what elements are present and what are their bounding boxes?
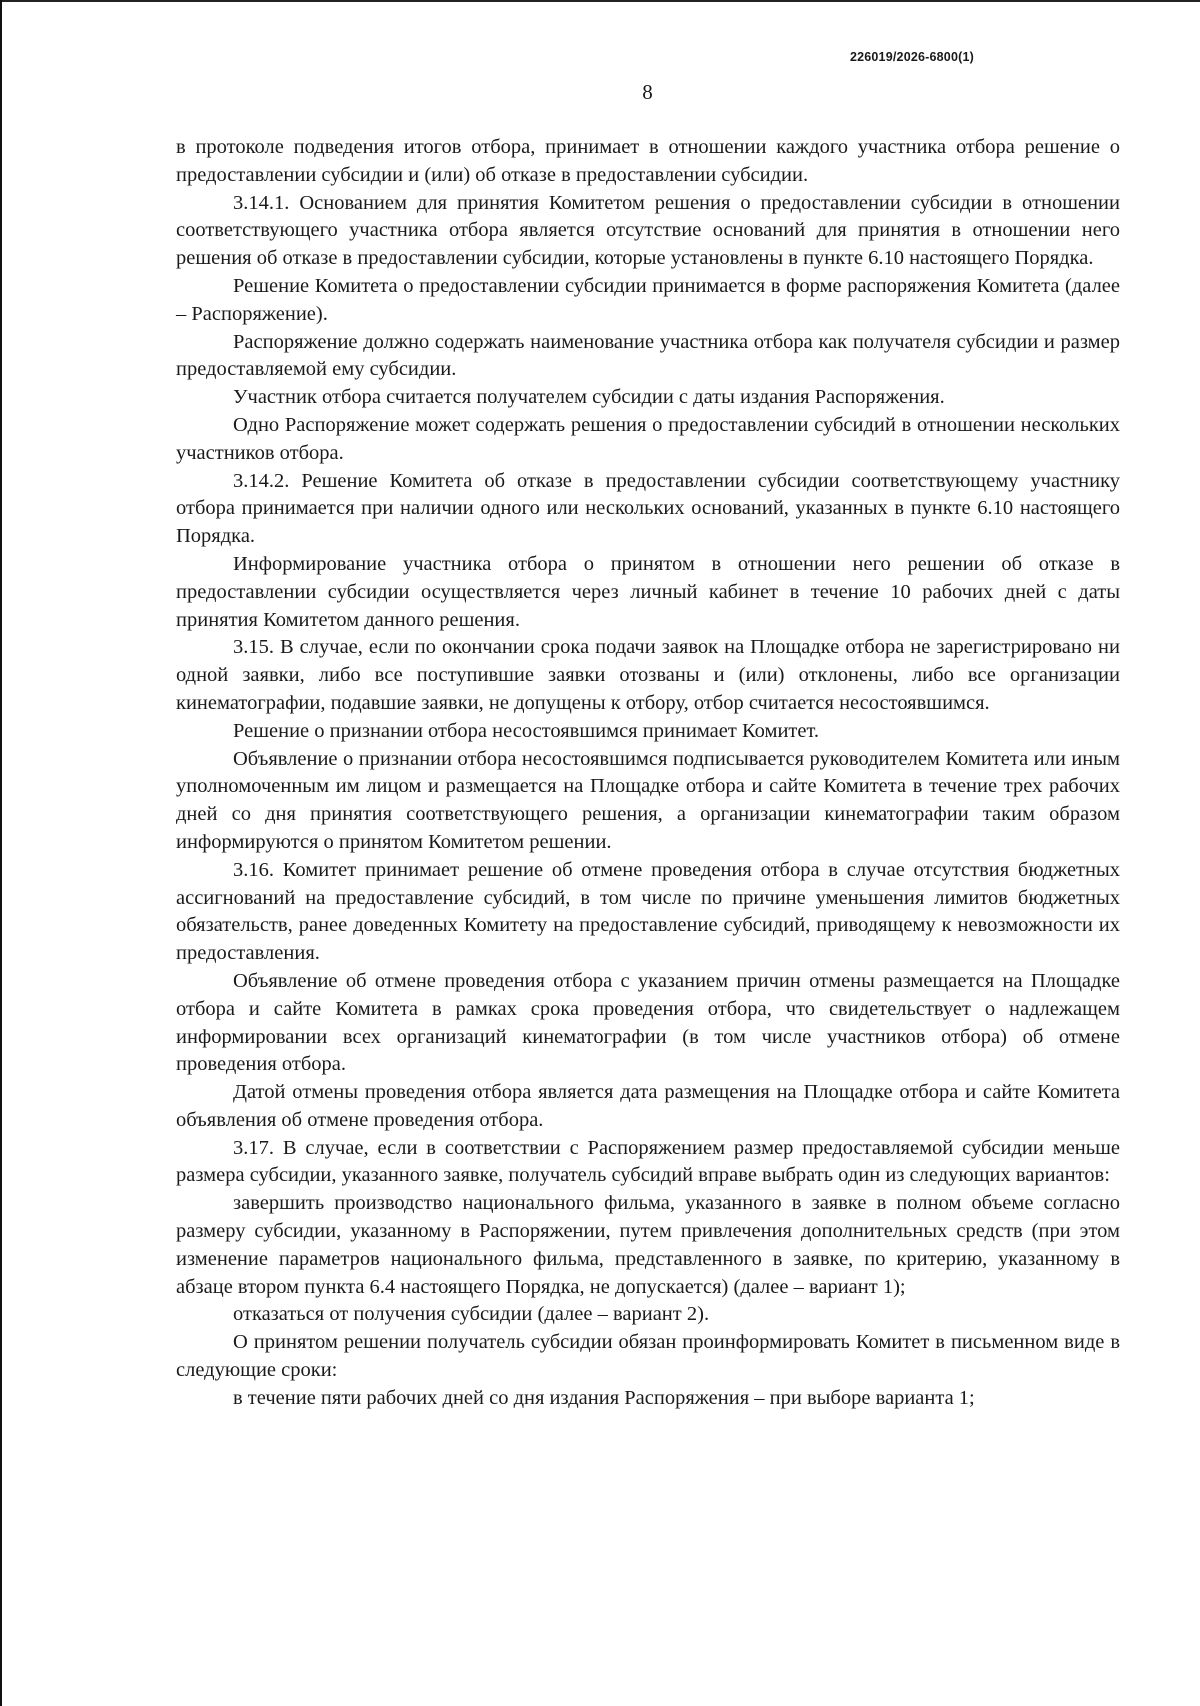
scan-edge-top [0, 0, 1200, 2]
document-body [176, 134, 1120, 1413]
paragraph: Решение Комитета о предоставлении субсидии принимается в форме распоряжения Комитета (далее – Распоряжение). [176, 274, 1120, 325]
paragraph: Одно Распоряжение может содержать решения о предоставлении субсидий в отношении нескольких участников отбора. [176, 413, 1120, 464]
paragraph-continuation: в протоколе подведения итогов отбора, принимает в отношении каждого участника отбора решение о предоставлении субсидии и (или) об отказе в предоставлении субсидии. [176, 136, 1120, 186]
paragraph-option-1: завершить производство национального фильма, указанного в заявке в полном объеме согласно размеру субсидии, указанному в Распоряжении, путем привлечения дополнительных средств (при этом изменение параметров национального фильма, представленного в заявке, по критерию, указанному в абзаце втором пункта 6.4 настоящего Порядка, не допускается) (далее – вариант 1); [176, 1192, 1120, 1298]
paragraph: Информирование участника отбора о принятом в отношении него решении об отказе в предоставлении субсидии осуществляется через личный кабинет в течение 10 рабочих дней с даты принятия Комитетом данного решения. [176, 552, 1120, 631]
paragraph: в течение пяти рабочих дней со дня издания Распоряжения – при выборе варианта 1; [233, 1386, 975, 1409]
document-registration-number: 226019/2026-6800(1) [849, 50, 974, 64]
paragraph-3-15: 3.15. В случае, если по окончании срока подачи заявок на Площадке отбора не зарегистрировано ни одной заявки, либо все поступившие заявки отозваны и (или) отклонены, либо все организации кинематографии, подавшие заявки, не допущены к отбору, отбор считается несостоявшимся. [176, 636, 1120, 714]
paragraph: Распоряжение должно содержать наименование участника отбора как получателя субсидии и размер предоставляемой ему субсидии. [176, 330, 1120, 381]
paragraph-3-14-2: 3.14.2. Решение Комитета об отказе в предоставлении субсидии соответствующему участнику отбора принимается при наличии одного или нескольких оснований, указанных в пункте 6.10 настоящего Порядка. [176, 469, 1120, 548]
paragraph-option-2: отказаться от получения субсидии (далее – вариант 2). [233, 1303, 710, 1326]
paragraph-3-17: 3.17. В случае, если в соответствии с Распоряжением размер предоставляемой субсидии меньше размера субсидии, указанного заявке, получатель субсидий вправе выбрать один из следующих вариантов: [176, 1136, 1120, 1187]
paragraph: Датой отмены проведения отбора является дата размещения на Площадке отбора и сайте Комитета объявления об отмене проведения отбора. [176, 1081, 1120, 1131]
page-number: 8 [642, 80, 653, 104]
paragraph-3-16: 3.16. Комитет принимает решение об отмене проведения отбора в случае отсутствия бюджетных ассигнований на предоставление субсидий, в том числе по причине уменьшения лимитов бюджетных обязательств, ранее доведенных Комитету на предоставление субсидий, приводящему к невозможности их предоставления. [176, 858, 1120, 965]
paragraph: Участник отбора считается получателем субсидии с даты издания Распоряжения. [233, 386, 945, 409]
paragraph: Объявление об отмене проведения отбора с указанием причин отмены размещается на Площадке отбора и сайте Комитета в рамках срока проведения отбора, что свидетельствует о надлежащем информировании всех организаций кинематографии (в том числе участников отбора) об отмене проведения отбора. [176, 969, 1120, 1076]
paragraph-3-14-1: 3.14.1. Основанием для принятия Комитетом решения о предоставлении субсидии в отношении соответствующего участника отбора является отсутствие оснований для принятия в отношении него решения об отказе в предоставлении субсидии, которые установлены в пункте 6.10 настоящего Порядка. [176, 191, 1120, 270]
paragraph: Объявление о признании отбора несостоявшимся подписывается руководителем Комитета или иным уполномоченным им лицом и размещается на Площадке отбора и сайте Комитета в течение трех рабочих дней со дня принятия соответствующего решения, а организации кинематографии таким образом информируются о принятом Комитетом решении. [176, 747, 1120, 853]
paragraph: Решение о признании отбора несостоявшимся принимает Комитет. [233, 719, 820, 742]
scan-edge-left [0, 0, 2, 1706]
paragraph: О принятом решении получатель субсидии обязан проинформировать Комитет в письменном виде в следующие сроки: [176, 1331, 1120, 1382]
